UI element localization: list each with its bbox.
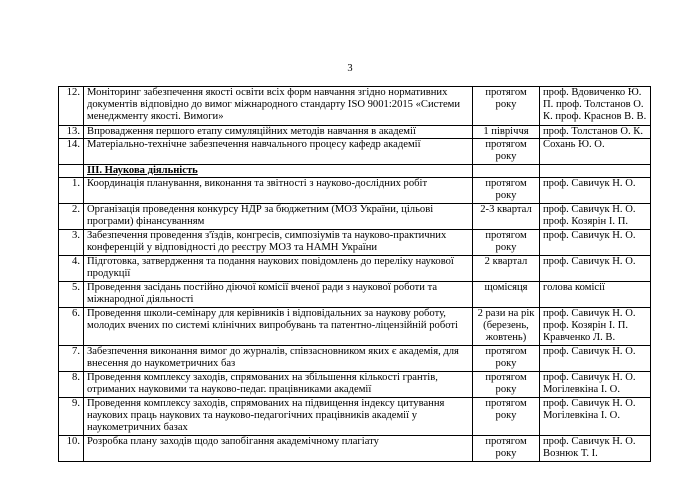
task-responsible: проф. Толстанов О. К.: [540, 126, 651, 139]
row-number: 4.: [59, 256, 84, 282]
task-term: [473, 165, 540, 178]
row-number: 6.: [59, 308, 84, 346]
page-number: 3: [347, 63, 353, 74]
row-number: 3.: [59, 230, 84, 256]
task-description: Забезпечення проведення з'їздів, конгресів, симпозіумів та науково-практичних конференцій у відповідності до реєстру МОЗ та НАМН України: [84, 230, 473, 256]
row-number: 9.: [59, 398, 84, 436]
task-term: 1 півріччя: [473, 126, 540, 139]
row-number: [59, 165, 84, 178]
task-responsible: проф. Савичук Н. О. проф. Козярін І. П. Кравченко Л. В.: [540, 308, 651, 346]
task-term: протягом року: [473, 436, 540, 462]
task-description: Організація проведення конкурсу НДР за бюджетним (МОЗ України, цільові програми) фінансуванням: [84, 204, 473, 230]
task-term: протягом року: [473, 87, 540, 126]
table-row: [59, 398, 651, 436]
task-description: Проведення комплексу заходів, спрямованих на підвищення індексу цитування наукових праць наукових та науково-педагогічних працівників академії у наукометричних базах: [84, 398, 473, 436]
table-row: [59, 87, 651, 126]
row-number: 1.: [59, 178, 84, 204]
task-description: Моніторинг забезпечення якості освіти всіх форм навчання згідно нормативних документів відповідно до вимог міжнародного стандарту ISO 9001:2015 «Системи менеджменту якості. Вимоги»: [84, 87, 473, 126]
task-description: Матеріально-технічне забезпечення навчального процесу кафедр академії: [84, 139, 473, 165]
task-term: протягом року: [473, 178, 540, 204]
task-description: Проведення засідань постійно діючої комісії вченої ради з наукової роботи та міжнародної діяльності: [84, 282, 473, 308]
section-heading-row: [59, 165, 651, 178]
task-responsible: проф. Вдовиченко Ю. П. проф. Толстанов О. К. проф. Краснов В. В.: [540, 87, 651, 126]
task-responsible: проф. Савичук Н. О.: [540, 230, 651, 256]
table-row: [59, 126, 651, 139]
task-responsible: Сохань Ю. О.: [540, 139, 651, 165]
table-row: [59, 256, 651, 282]
task-responsible: проф. Савичук Н. О. Могілевкіна І. О.: [540, 372, 651, 398]
task-term: 2 квартал: [473, 256, 540, 282]
work-plan-table: [58, 86, 651, 462]
table-row: [59, 139, 651, 165]
table-row: [59, 308, 651, 346]
task-term: протягом року: [473, 230, 540, 256]
task-responsible: проф. Савичук Н. О. проф. Козярін І. П.: [540, 204, 651, 230]
task-term: 2 рази на рік (березень, жовтень): [473, 308, 540, 346]
task-description: Проведення школи-семінару для керівників і відповідальних за наукову роботу, молодих вчених по системі клінічних випробувань та патентно-ліцензійній роботі: [84, 308, 473, 346]
table-row: [59, 178, 651, 204]
task-description: Забезпечення виконання вимог до журналів, співзасновником яких є академія, для внесення до наукометричних баз: [84, 346, 473, 372]
task-responsible: проф. Савичук Н. О.: [540, 256, 651, 282]
task-description: Підготовка, затвердження та подання наукових повідомлень до переліку наукової продукції: [84, 256, 473, 282]
row-number: 14.: [59, 139, 84, 165]
task-responsible: проф. Савичук Н. О. Вознюк Т. І.: [540, 436, 651, 462]
task-term: протягом року: [473, 398, 540, 436]
task-responsible: проф. Савичук Н. О.: [540, 346, 651, 372]
row-number: 13.: [59, 126, 84, 139]
task-responsible: проф. Савичук Н. О. Могілевкіна І. О.: [540, 398, 651, 436]
task-description: Розробка плану заходів щодо запобігання академічному плагіату: [84, 436, 473, 462]
task-term: протягом року: [473, 372, 540, 398]
task-term: протягом року: [473, 139, 540, 165]
task-responsible: голова комісії: [540, 282, 651, 308]
table-row: [59, 372, 651, 398]
table-row: [59, 436, 651, 462]
row-number: 8.: [59, 372, 84, 398]
table-row: [59, 346, 651, 372]
task-responsible: [540, 165, 651, 178]
task-term: щомісяця: [473, 282, 540, 308]
row-number: 5.: [59, 282, 84, 308]
task-description: Координація планування, виконання та звітності з науково-дослідних робіт: [84, 178, 473, 204]
table-row: [59, 204, 651, 230]
task-term: 2-3 квартал: [473, 204, 540, 230]
row-number: 7.: [59, 346, 84, 372]
task-term: протягом року: [473, 346, 540, 372]
table-row: [59, 230, 651, 256]
task-description: Впровадження першого етапу симуляційних методів навчання в академії: [84, 126, 473, 139]
task-description: Проведення комплексу заходів, спрямованих на збільшення кількості грантів, отриманих науковими та науково-педаг. працівниками академії: [84, 372, 473, 398]
row-number: 10.: [59, 436, 84, 462]
table-row: [59, 282, 651, 308]
row-number: 12.: [59, 87, 84, 126]
section-title: ІІІ. Наукова діяльність: [84, 165, 473, 178]
row-number: 2.: [59, 204, 84, 230]
task-responsible: проф. Савичук Н. О.: [540, 178, 651, 204]
